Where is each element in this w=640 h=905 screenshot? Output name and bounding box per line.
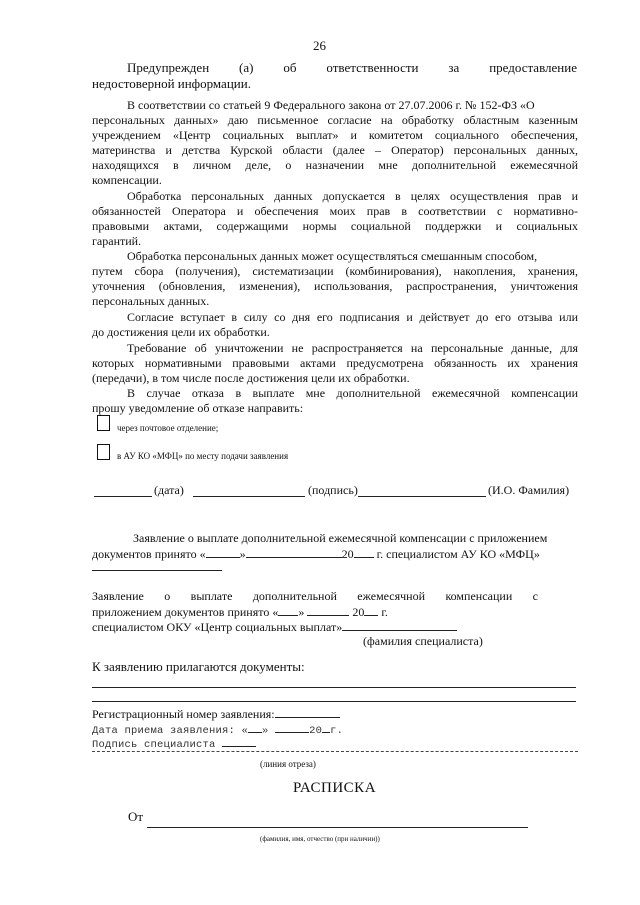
signature-caption: (подпись) bbox=[308, 483, 358, 497]
date-blank[interactable] bbox=[94, 496, 152, 497]
page-number: 26 bbox=[313, 38, 326, 53]
oku-specialist-blank[interactable] bbox=[342, 619, 457, 631]
mfc-accept-text: документов принято « bbox=[92, 547, 206, 561]
date-caption: (дата) bbox=[154, 483, 184, 497]
registration-number-label: Регистрационный номер заявления: bbox=[92, 707, 275, 721]
cut-line-caption: (линия отреза) bbox=[260, 759, 316, 769]
intro-word: об bbox=[283, 60, 297, 75]
receipt-name-line[interactable] bbox=[147, 827, 528, 828]
registration-number-row bbox=[92, 706, 340, 722]
oku-specialist-label: специалистом ОКУ «Центр социальных выплат» bbox=[92, 620, 343, 634]
cut-dashed-line bbox=[92, 751, 578, 752]
receipt-title: РАСПИСКА bbox=[293, 780, 377, 796]
consent-line: компенсации. bbox=[92, 173, 162, 187]
receipt-from-label: От bbox=[128, 809, 144, 824]
destruction-line: которых нормативными правовыми актами предусмотрена обязанность их хранения bbox=[92, 356, 578, 370]
mfc-accept-text: г. специалистом АУ КО «МФЦ» bbox=[376, 547, 540, 561]
acceptance-day-blank[interactable] bbox=[248, 721, 262, 733]
oku-year-blank[interactable] bbox=[364, 604, 378, 616]
oku-accept-line bbox=[92, 589, 538, 604]
consent-line: учреждением «Центр социальных выплат» и комитетом социального обеспечения, bbox=[92, 128, 578, 142]
acceptance-date-text: 20 bbox=[309, 725, 323, 737]
consent-line: В соответствии со статьей 9 Федерального закона от 27.07.2006 г. № 152-ФЗ «О bbox=[127, 98, 535, 112]
refusal-line: прошу уведомление об отказе направить: bbox=[92, 401, 304, 415]
destruction-line: (передачи), в том числе после достижения цели их обработки. bbox=[92, 371, 410, 385]
oku-word: ежемесячной bbox=[357, 589, 426, 603]
mfc-accept-line: Заявление о выплате дополнительной ежемесячной компенсации с приложением bbox=[133, 531, 548, 545]
intro-word: ответственности bbox=[326, 60, 419, 75]
option-mfc-label: в АУ КО «МФЦ» по месту подачи заявления bbox=[117, 451, 289, 461]
intro-word: предоставление bbox=[489, 60, 577, 75]
mfc-year-blank[interactable] bbox=[354, 546, 374, 558]
name-blank[interactable] bbox=[358, 496, 486, 497]
mfc-specialist-blank[interactable] bbox=[92, 570, 222, 571]
oku-word: выплате bbox=[190, 589, 233, 603]
attachments-line[interactable] bbox=[92, 687, 576, 688]
acceptance-date-label: Дата приема заявления: « bbox=[92, 725, 249, 737]
receipt-name-caption: (фамилия, имя, отчество (при наличии)) bbox=[260, 835, 380, 843]
consent-line: персональных данных» даю письменное согласие на обработку областным казенным bbox=[92, 113, 578, 127]
intro-word: (а) bbox=[239, 60, 254, 75]
oku-word: с bbox=[532, 589, 538, 603]
specialist-signature-blank[interactable] bbox=[222, 735, 256, 747]
purpose-line: гарантий. bbox=[92, 234, 142, 248]
consent-line: материнства и детства Курской области (далее – Оператор) персональных данных, bbox=[92, 143, 578, 157]
mfc-accept-text: 20 bbox=[341, 547, 354, 561]
name-caption: (И.О. Фамилия) bbox=[488, 483, 570, 497]
specialist-signature-label: Подпись специалиста bbox=[92, 739, 216, 751]
oku-accept-text: приложением документов принято « bbox=[92, 605, 279, 619]
oku-accept-text: г. bbox=[381, 605, 388, 619]
oku-word: дополнительной bbox=[252, 589, 337, 603]
refusal-line: В случае отказа в выплате мне дополнительной ежемесячной компенсации bbox=[127, 386, 578, 400]
mfc-checkbox[interactable] bbox=[97, 444, 110, 460]
purpose-line: обязанностей Оператора и обеспечения моих прав в соответствии с нормативно- bbox=[92, 204, 578, 218]
oku-word: о bbox=[164, 589, 171, 603]
intro-line-2: недостоверной информации. bbox=[92, 76, 251, 91]
mfc-day-blank[interactable] bbox=[206, 546, 240, 558]
mfc-month-blank[interactable] bbox=[246, 546, 342, 558]
consent-line: находящихся в личном деле, о назначении мне дополнительной ежемесячной bbox=[92, 158, 578, 172]
destruction-line: Требование об уничтожении не распространяется на персональные данные, для bbox=[127, 341, 578, 355]
oku-day-blank[interactable] bbox=[278, 604, 298, 616]
oku-accept-text: » bbox=[298, 605, 305, 619]
oku-month-blank[interactable] bbox=[307, 604, 349, 616]
registration-number-blank[interactable] bbox=[275, 706, 340, 718]
methods-line: путем сбора (получения), систематизации (комбинирования), накопления, хранения, bbox=[92, 264, 578, 278]
mfc-accept-line-2 bbox=[92, 546, 540, 562]
acceptance-date-text: » bbox=[262, 725, 269, 737]
purpose-line: Обработка персональных данных допускается в целях осуществления прав и bbox=[127, 189, 578, 203]
oku-accept-line-2 bbox=[92, 604, 388, 620]
methods-line: Обработка персональных данных может осуществляться смешанным способом, bbox=[127, 249, 538, 263]
oku-word: компенсации bbox=[445, 589, 513, 603]
signature-blank[interactable] bbox=[193, 496, 305, 497]
postal-checkbox[interactable] bbox=[97, 415, 110, 431]
mfc-accept-text: » bbox=[239, 547, 246, 561]
purpose-line: правовыми актами, содержащими нормы социальной поддержки и социальных bbox=[92, 219, 578, 233]
intro-word: за bbox=[448, 60, 460, 75]
validity-line: Согласие вступает в силу со дня его подписания и действует до его отзыва или bbox=[127, 310, 578, 324]
oku-accept-text: 20 bbox=[352, 605, 365, 619]
oku-specialist-caption: (фамилия специалиста) bbox=[363, 634, 483, 648]
attachments-line[interactable] bbox=[92, 701, 576, 702]
methods-line: персональных данных. bbox=[92, 294, 210, 308]
acceptance-year-blank[interactable] bbox=[322, 721, 330, 733]
acceptance-date-text: г. bbox=[330, 725, 344, 737]
oku-word: Заявление bbox=[92, 589, 144, 603]
oku-specialist-line bbox=[92, 619, 457, 635]
methods-line: уточнения (обновления, изменения), использования, распространения, уничтожения bbox=[92, 279, 578, 293]
intro-word: Предупрежден bbox=[127, 60, 210, 75]
specialist-signature-row bbox=[92, 735, 256, 751]
intro-warning bbox=[127, 60, 577, 76]
option-postal-label: через почтовое отделение; bbox=[117, 423, 219, 433]
validity-line: до достижения цели их обработки. bbox=[92, 325, 270, 339]
attachments-label: К заявлению прилагаются документы: bbox=[92, 659, 305, 674]
acceptance-month-blank[interactable] bbox=[275, 721, 309, 733]
